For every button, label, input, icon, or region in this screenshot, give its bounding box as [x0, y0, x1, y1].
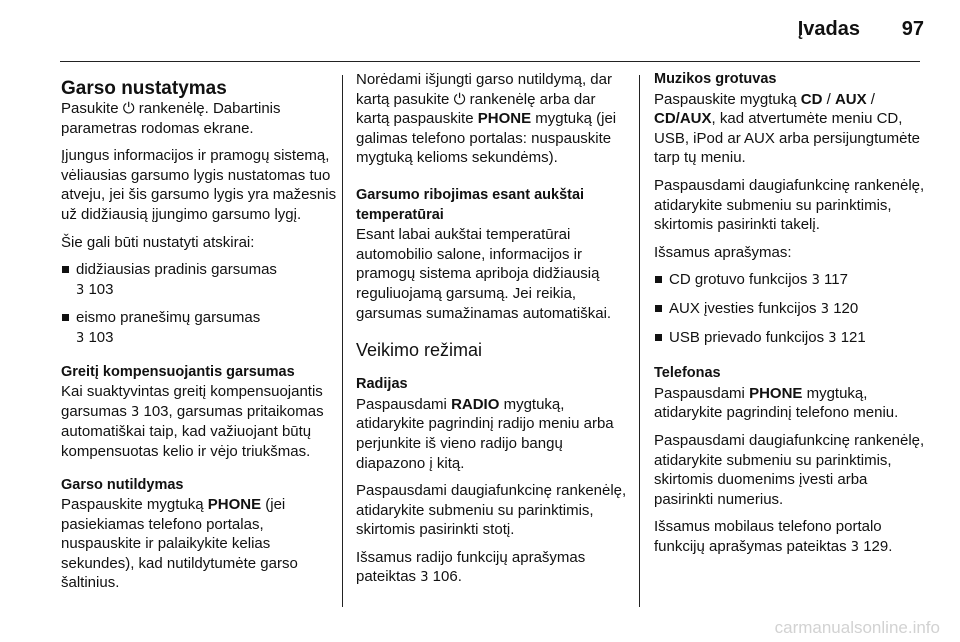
- column-1: [61, 70, 337, 601]
- arrow-icon: 3: [828, 330, 837, 346]
- text: Kai suaktyvintas greitį kompensuojantis garsumas: [61, 383, 323, 420]
- list-item: [654, 328, 928, 349]
- arrow-icon: 3: [811, 273, 820, 289]
- text: Išsamus mobilaus telefono portalo funkcijų aprašymas pateiktas: [654, 518, 882, 555]
- section-title: Įvadas: [797, 18, 860, 40]
- button-label: CD/AUX: [654, 110, 712, 128]
- text: Paspauskite mygtuką: [654, 90, 801, 108]
- heading-music-player: Muzikos grotuvas: [654, 71, 777, 87]
- paragraph: [356, 548, 632, 588]
- text: .: [457, 568, 462, 586]
- paragraph: Šie gali būti nustatyti atskirai:: [61, 233, 255, 251]
- power-knob-icon: ⏻: [453, 89, 466, 108]
- button-label: AUX: [834, 90, 867, 108]
- bullet-square-icon: [62, 266, 69, 273]
- text: , kad atvertumėte meniu CD, USB, iPod ar AUX arba persijungtumėte tarp tų meniu.: [654, 110, 920, 167]
- text: mygtuką, atidarykite pagrindinį radijo meniu arba perjunkite iš vieno radijo bangų diapazono į kitą.: [356, 395, 614, 472]
- bullet-square-icon: [62, 314, 69, 321]
- column-divider-2: [639, 75, 640, 607]
- bullet-square-icon: [655, 305, 662, 312]
- arrow-icon: 3: [820, 301, 830, 317]
- text: , garsumas pritaikomas automatiškai taip, kad važiuojant būtų kompensuotas kelio ir vėjo triukšmas.: [61, 402, 324, 460]
- button-label: RADIO: [451, 395, 500, 413]
- column-divider-1: [342, 75, 343, 607]
- text: didžiausias pradinis garsumas: [76, 261, 277, 279]
- list-item: [61, 308, 337, 348]
- list-item: [654, 299, 928, 320]
- text: rankenėlę arba dar kartą paspauskite: [356, 90, 596, 128]
- column-3: [654, 70, 928, 565]
- bullet-square-icon: [655, 276, 662, 283]
- text: eismo pranešimų garsumas: [76, 309, 261, 327]
- paragraph: Įjungus informacijos ir pramogų sistemą, vėliausias garsumo lygis nustatomas tuo atveju, jei šis garsumo lygis yra mažesnis už didžiausią įjungimo garsumo lygį.: [61, 147, 337, 223]
- paragraph: [356, 70, 632, 168]
- page-reference: 121: [840, 328, 866, 346]
- paragraph: [654, 90, 928, 168]
- arrow-icon: 3: [76, 282, 85, 298]
- page-reference: 120: [833, 299, 859, 317]
- list-item: [654, 270, 928, 291]
- heading-sound-settings: Garso nustatymas: [61, 78, 227, 99]
- text: /: [822, 90, 835, 108]
- heading-mute: Garso nutildymas: [61, 476, 184, 493]
- power-knob-icon: ⏻: [122, 99, 135, 117]
- page-reference: 103: [88, 280, 114, 298]
- text: USB prievado funkcijos: [669, 328, 829, 346]
- page-reference: 106: [432, 568, 458, 586]
- heading-temperature-limit: Garsumo ribojimas esant aukštai temperatūrai: [356, 186, 585, 223]
- arrow-icon: 3: [850, 539, 860, 555]
- text: Pasukite: [61, 100, 123, 117]
- paragraph: Esant labai aukštai temperatūrai automobilio salone, informacijos ir pramogų sistema apriboja didžiausią reguliuojamą garsumą. Jei reikia, garsumas sumažinamas automatiškai.: [356, 226, 612, 322]
- page-reference: 129: [863, 537, 889, 555]
- text: Paspauskite mygtuką: [61, 496, 208, 514]
- text: /: [866, 90, 875, 108]
- text: mygtuką (jei galimas telefono portalas: nuspauskite mygtuką kelioms sekundėms).: [356, 110, 617, 167]
- header-divider: [60, 61, 920, 62]
- paragraph: [61, 495, 337, 593]
- button-label: CD: [800, 90, 823, 108]
- text: Išsamus radijo funkcijų aprašymas pateiktas: [356, 548, 586, 586]
- page-reference: 103: [143, 402, 169, 420]
- page-reference: 117: [824, 271, 848, 289]
- paragraph: [61, 99, 337, 138]
- arrow-icon: 3: [420, 570, 429, 586]
- paragraph: Paspausdami daugiafunkcinę rankenėlę, atidarykite submeniu su parinktimis, skirtomis pasirinkti takelį.: [654, 176, 925, 234]
- heading-phone: Telefonas: [654, 365, 721, 382]
- button-label: PHONE: [749, 384, 803, 402]
- heading-radio: Radijas: [356, 376, 408, 393]
- watermark: carmanualsonline.info: [774, 618, 940, 637]
- text: Paspausdami: [654, 384, 750, 402]
- paragraph: [654, 517, 928, 557]
- paragraph: Paspausdami daugiafunkcinę rankenėlę, atidarykite submeniu su parinktimis, skirtomis pasirinkti stotį.: [356, 482, 627, 539]
- paragraph: Išsamus aprašymas:: [654, 243, 792, 261]
- text: rankenėlę. Dabartinis parametras rodomas ekrane.: [61, 100, 281, 137]
- text: Norėdami išjungti garso nutildymą, dar kartą pasukite: [356, 71, 612, 108]
- arrow-icon: 3: [131, 404, 140, 420]
- page-number: 97: [901, 18, 924, 40]
- text: AUX įvesties funkcijos: [669, 299, 821, 317]
- heading-operation-modes: Veikimo režimai: [356, 340, 483, 361]
- arrow-icon: 3: [76, 330, 85, 346]
- paragraph: [356, 395, 632, 473]
- text: Paspausdami: [356, 395, 452, 413]
- list-item: [61, 260, 337, 300]
- text: .: [888, 537, 893, 555]
- heading-speed-volume: Greitį kompensuojantis garsumas: [61, 363, 295, 380]
- paragraph: Paspausdami daugiafunkcinę rankenėlę, atidarykite submeniu su parinktimis, skirtomis duomenims įvesti arba pasirinkti numerius.: [654, 431, 925, 508]
- bullet-square-icon: [655, 334, 662, 341]
- paragraph: [654, 384, 928, 423]
- column-2: [356, 70, 632, 596]
- button-label: PHONE: [207, 496, 262, 514]
- text: mygtuką, atidarykite pagrindinį telefono meniu.: [654, 384, 899, 422]
- paragraph: [61, 382, 337, 461]
- button-label: PHONE: [477, 110, 532, 128]
- text: CD grotuvo funkcijos: [669, 271, 812, 289]
- text: (jei pasiekiamas telefono portalas, nuspauskite ir palaikykite kelias sekundes), kad nutildytumėte garso šaltinius.: [61, 496, 298, 592]
- page-reference: 103: [88, 328, 114, 346]
